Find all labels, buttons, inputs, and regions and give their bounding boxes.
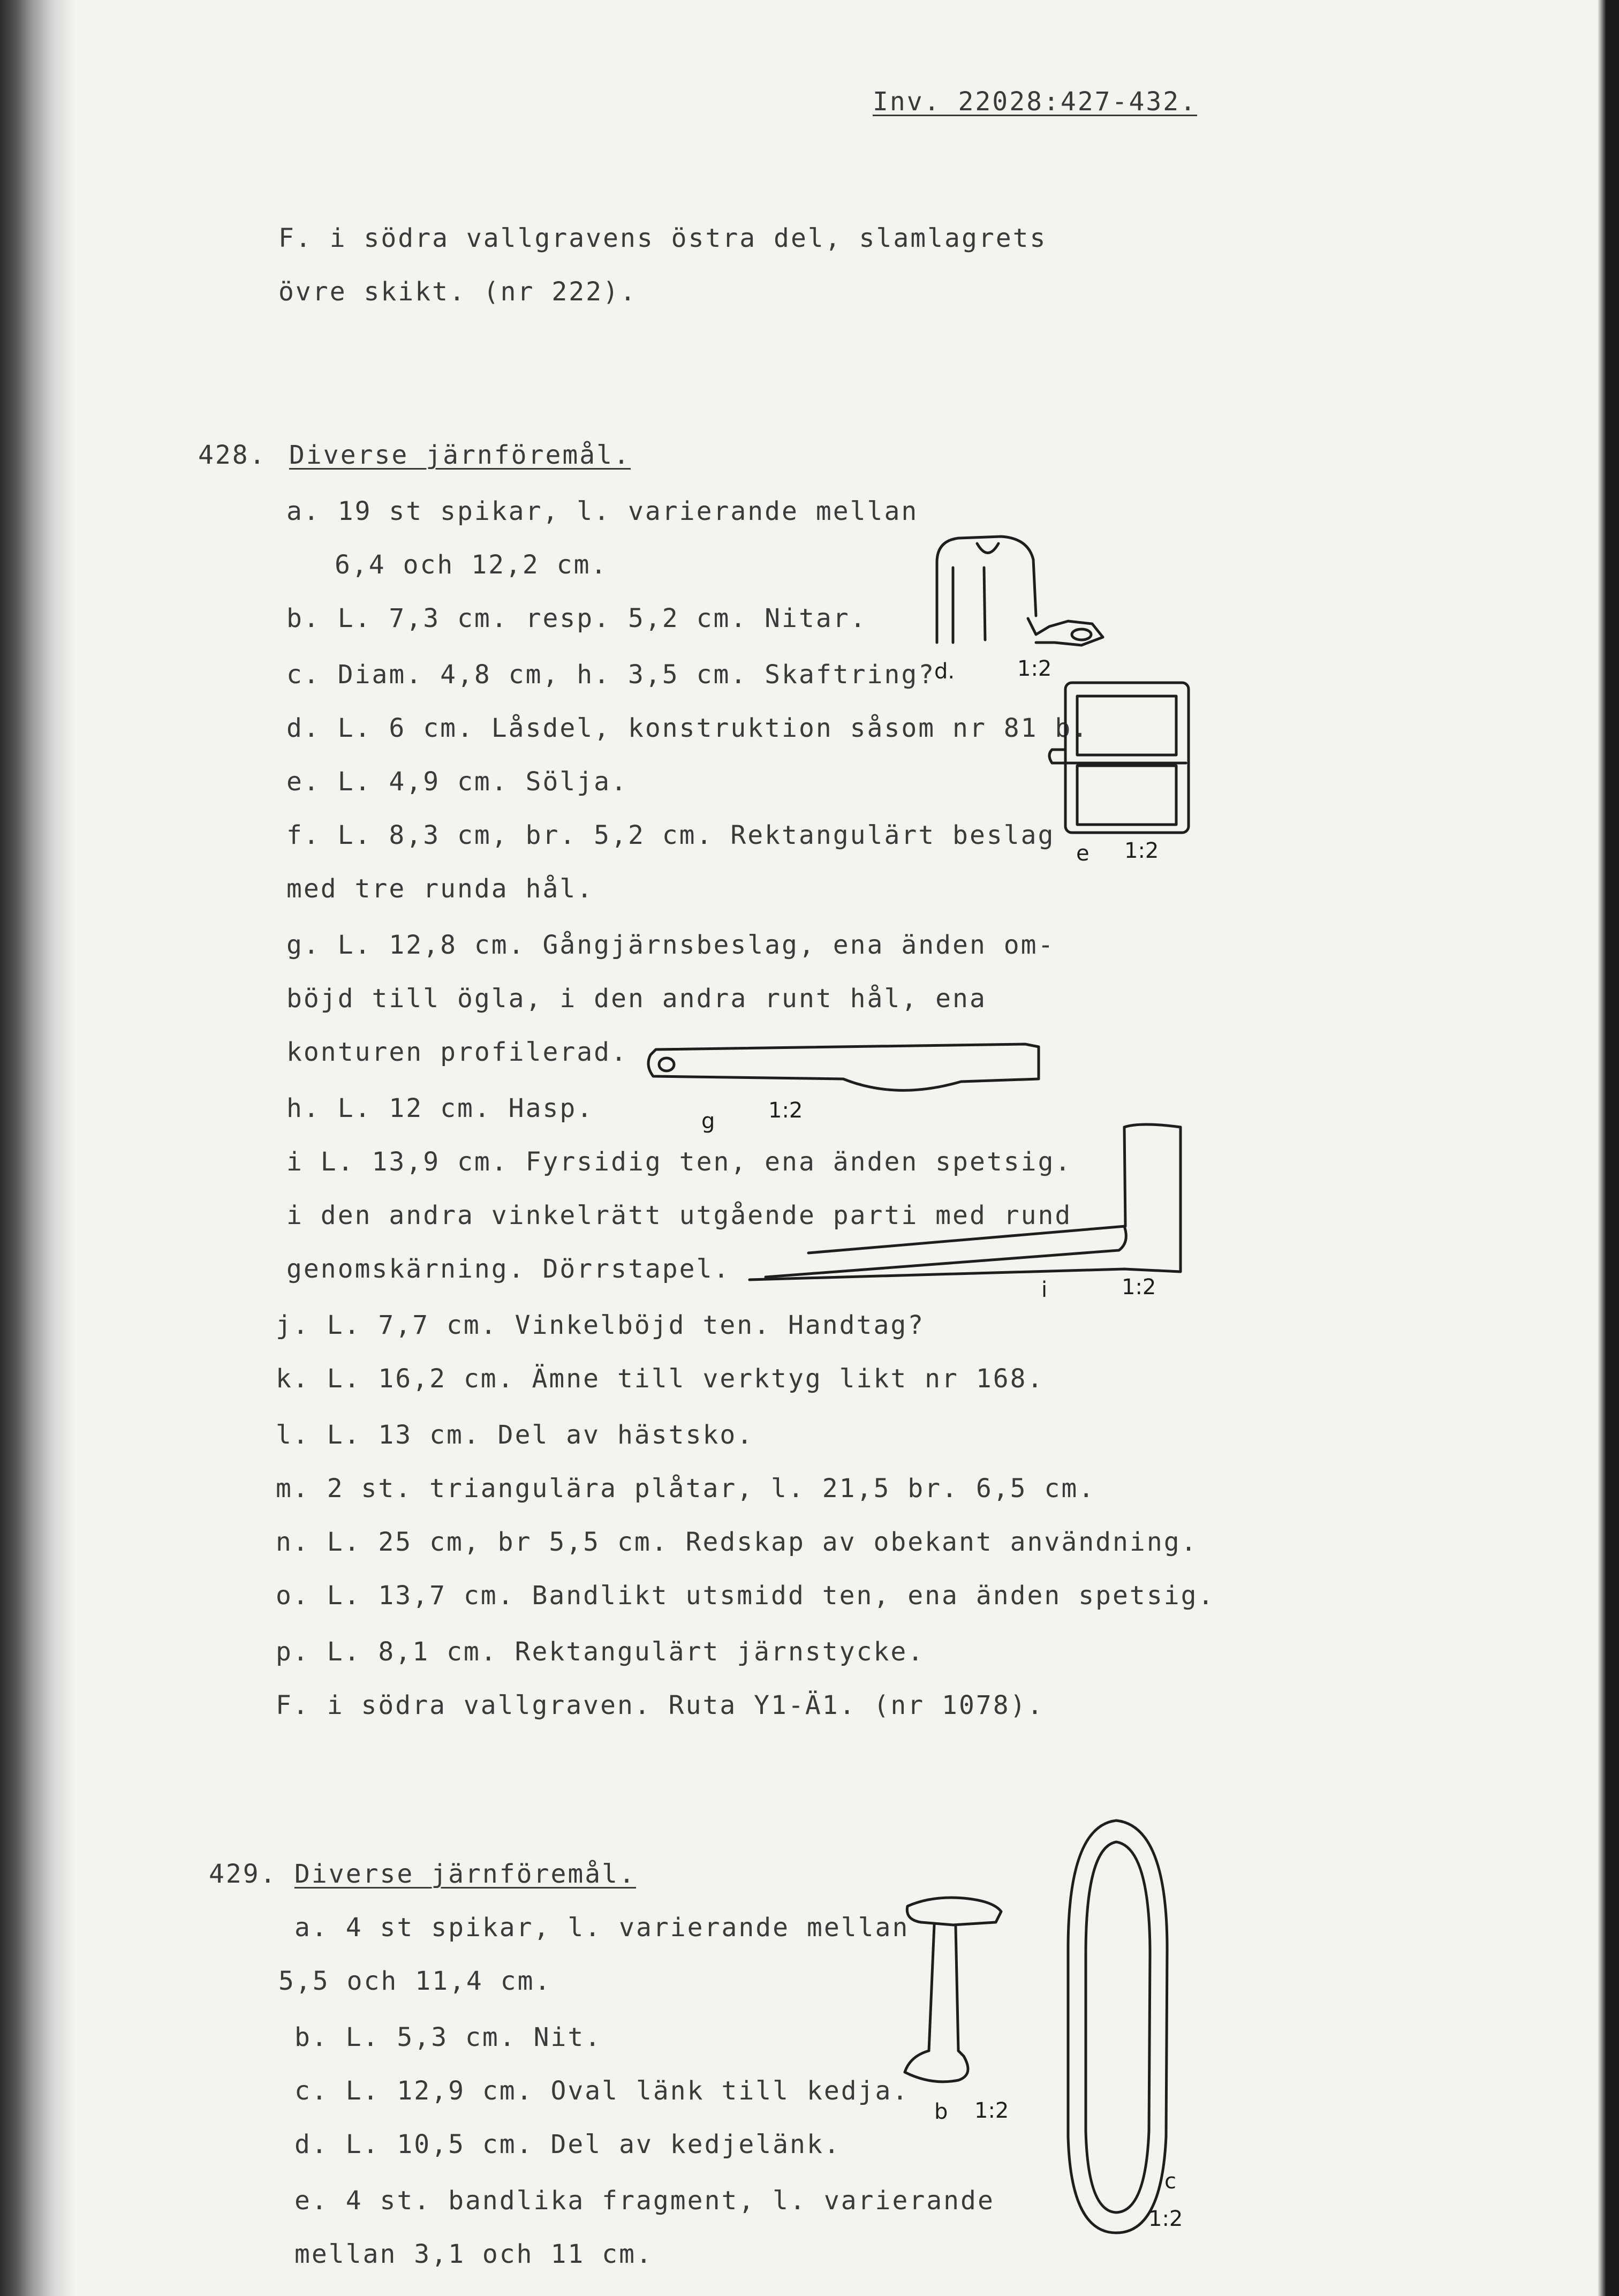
entry-428-line: o. L. 13,7 cm. Bandlikt utsmidd ten, ena änden spetsig.: [276, 1581, 1215, 1611]
sketch-b-scale: 1:2: [974, 2098, 1009, 2123]
entry-428-line: k. L. 16,2 cm. Ämne till verktyg likt nr 168.: [276, 1364, 1045, 1394]
entry-429-line: c. L. 12,9 cm. Oval länk till kedja.: [294, 2076, 910, 2106]
entry-428-line: 6,4 och 12,2 cm.: [335, 550, 608, 580]
entry-428-line: a. 19 st spikar, l. varierande mellan: [286, 496, 919, 526]
sketch-c-label: c: [1164, 2169, 1176, 2194]
sketch-e-label: e: [1076, 841, 1090, 866]
sketch-c-scale: 1:2: [1148, 2207, 1183, 2231]
sketch-d-label: d.: [934, 659, 955, 684]
entry-428-line: e. L. 4,9 cm. Sölja.: [286, 767, 628, 797]
entry-428-line: i den andra vinkelrätt utgående parti med rund: [286, 1200, 1072, 1230]
sketch-e-scale: 1:2: [1124, 839, 1159, 863]
entry-428-line: f. L. 8,3 cm, br. 5,2 cm. Rektangulärt beslag: [286, 820, 1055, 850]
sketch-i-door-staple: [744, 1119, 1199, 1290]
entry-428-line: d. L. 6 cm. Låsdel, konstruktion såsom nr 81 b.: [286, 713, 1090, 743]
entry-428-line: med tre runda hål.: [286, 874, 594, 904]
sketch-i-label: i: [1041, 1278, 1048, 1302]
entry-428-line: g. L. 12,8 cm. Gångjärnsbeslag, ena änden om-: [286, 930, 1055, 960]
inventory-number: Inv. 22028:427-432.: [873, 87, 1198, 117]
sketch-b-label: b: [934, 2099, 948, 2124]
sketch-e-buckle: [1044, 675, 1199, 851]
sketch-b-rivet: [899, 1890, 1012, 2094]
entry-429-line: b. L. 5,3 cm. Nit.: [294, 2022, 602, 2052]
entry-429-line: e. 4 st. bandlika fragment, l. varierande: [294, 2186, 995, 2216]
intro-line-2: övre skikt. (nr 222).: [278, 277, 637, 307]
entry-428-line: i L. 13,9 cm. Fyrsidig ten, ena änden spetsig.: [286, 1147, 1072, 1177]
entry-428-line: c. Diam. 4,8 cm, h. 3,5 cm. Skaftring?: [286, 660, 936, 690]
entry-428-line: l. L. 13 cm. Del av hästsko.: [276, 1420, 754, 1450]
entry-428-line: j. L. 7,7 cm. Vinkelböjd ten. Handtag?: [276, 1310, 925, 1340]
sketch-g-hinge: [640, 1039, 1047, 1108]
entry-429-line: d. L. 10,5 cm. Del av kedjelänk.: [294, 2129, 841, 2159]
entry-428-line: b. L. 7,3 cm. resp. 5,2 cm. Nitar.: [286, 603, 867, 633]
entry-428-line: böjd till ögla, i den andra runt hål, ena: [286, 984, 987, 1014]
sketch-g-label: g: [701, 1109, 715, 1134]
entry-428-line: F. i södra vallgraven. Ruta Y1-Ä1. (nr 1078).: [276, 1690, 1045, 1720]
entry-429-line: mellan 3,1 och 11 cm.: [294, 2239, 653, 2269]
intro-line-1: F. i södra vallgravens östra del, slamlagrets: [278, 223, 1047, 253]
sketch-c-oval-link: [1060, 1815, 1172, 2238]
entry-429-line: 5,5 och 11,4 cm.: [278, 1966, 552, 1996]
entry-429-line: a. 4 st spikar, l. varierande mellan: [294, 1913, 910, 1943]
entry-428-line: p. L. 8,1 cm. Rektangulärt järnstycke.: [276, 1637, 925, 1667]
sketch-d-lock-part: [921, 530, 1114, 659]
entry-428-line: genomskärning. Dörrstapel.: [286, 1254, 731, 1284]
sketch-d-scale: 1:2: [1017, 656, 1052, 681]
entry-428-line: h. L. 12 cm. Hasp.: [286, 1093, 594, 1123]
entry-428-line: n. L. 25 cm, br 5,5 cm. Redskap av obekant användning.: [276, 1527, 1198, 1557]
entry-429-number: 429.: [209, 1859, 277, 1889]
entry-429-title: Diverse järnföremål.: [294, 1859, 636, 1889]
sketch-g-scale: 1:2: [768, 1098, 803, 1123]
entry-428-line: m. 2 st. triangulära plåtar, l. 21,5 br. 6,5 cm.: [276, 1474, 1096, 1504]
entry-428-line: konturen profilerad.: [286, 1037, 628, 1067]
sketch-i-scale: 1:2: [1122, 1275, 1156, 1300]
entry-428-title: Diverse järnföremål.: [289, 440, 631, 470]
entry-428-number: 428.: [198, 440, 267, 470]
